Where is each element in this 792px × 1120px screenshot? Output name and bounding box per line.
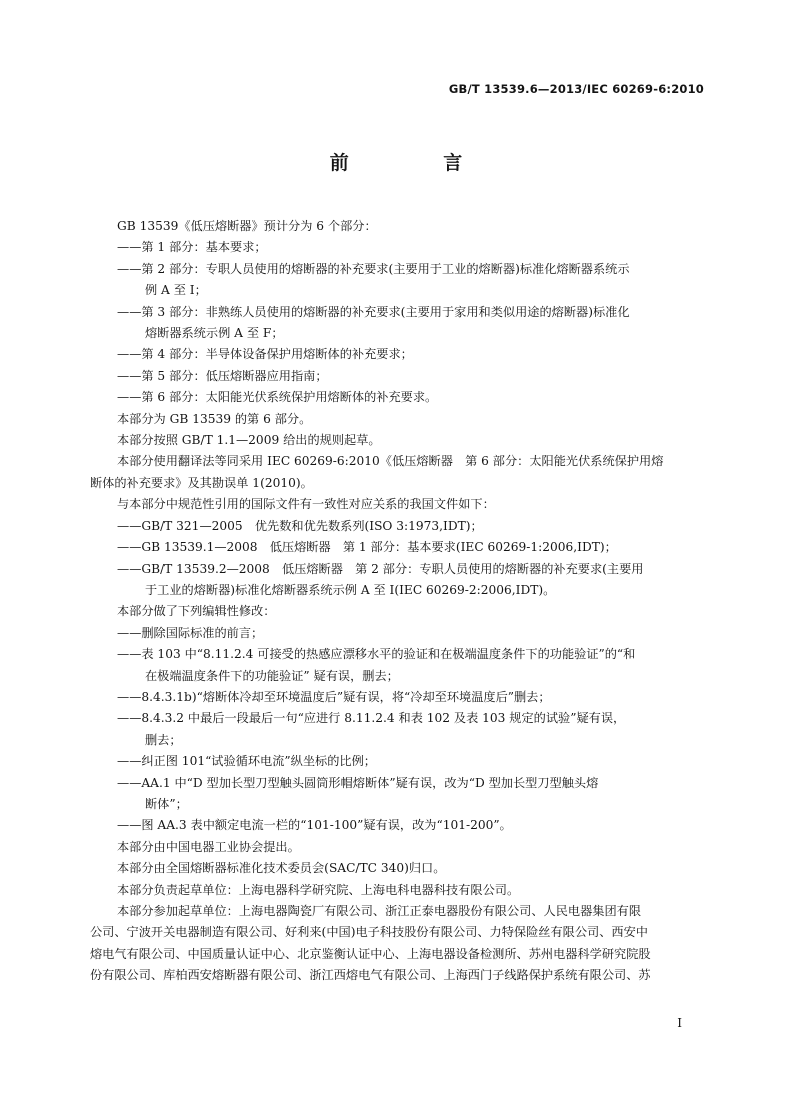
paragraph-line: ——第 5 部分：低压熔断器应用指南； <box>117 368 328 383</box>
paragraph-line: 本部分由全国熔断器标准化技术委员会(SAC/TC 340)归口。 <box>117 861 446 876</box>
paragraph-line: ——GB/T 321—2005 优先数和优先数系列(ISO 3:1973,IDT)； <box>117 518 483 533</box>
paragraph-line: 熔断器系统示例 A 至 F； <box>145 326 284 341</box>
paragraph-line: ——第 6 部分：太阳能光伏系统保护用熔断体的补充要求。 <box>117 390 438 405</box>
paragraph-line: ——表 103 中“8.11.2.4 可接受的热感应漂移水平的验证和在极端温度条件下的功能验证”的“和 <box>117 647 636 662</box>
paragraph-line: 断体的补充要求》及其勘误单 1(2010)。 <box>90 475 313 490</box>
paragraph-line: 例 A 至 I； <box>145 283 207 298</box>
paragraph-line: 本部分负责起草单位：上海电器科学研究院、上海电科电器科技有限公司。 <box>117 882 520 897</box>
paragraph-line: 在极端温度条件下的功能验证” 疑有误，删去； <box>145 668 399 683</box>
paragraph-line: ——GB/T 13539.2—2008 低压熔断器 第 2 部分：专职人员使用的熔断器的补充要求(主要用 <box>117 561 644 576</box>
paragraph-line: 本部分为 GB 13539 的第 6 部分。 <box>117 411 312 426</box>
document-body <box>90 216 702 987</box>
standard-code-header: GB/T 13539.6—2013/IEC 60269-6:2010 <box>448 82 704 96</box>
paragraph-line: 公司、宁波开关电器制造有限公司、好利来(中国)电子科技股份有限公司、力特保险丝有限公司、西安中 <box>90 925 648 940</box>
paragraph-line: 本部分按照 GB/T 1.1—2009 给出的规则起草。 <box>117 433 381 448</box>
paragraph-line: ——GB 13539.1—2008 低压熔断器 第 1 部分：基本要求(IEC 60269-1:2006,IDT)； <box>117 540 617 555</box>
paragraph-line: 本部分由中国电器工业协会提出。 <box>117 839 300 854</box>
paragraph-line: ——第 3 部分：非熟练人员使用的熔断器的补充要求(主要用于家用和类似用途的熔断器)标准化 <box>117 304 630 319</box>
paragraph-line: 删去； <box>145 732 182 747</box>
paragraph-line: 断体”； <box>145 796 188 811</box>
paragraph-line: 本部分做了下列编辑性修改： <box>117 604 276 619</box>
paragraph-line: 熔电气有限公司、中国质量认证中心、北京鉴衡认证中心、上海电器设备检测所、苏州电器科学研究院股 <box>90 946 651 961</box>
paragraph-line: ——8.4.3.2 中最后一段最后一句“应进行 8.11.2.4 和表 102 及表 103 规定的试验”疑有误， <box>117 711 626 726</box>
paragraph-line: ——删除国际标准的前言； <box>117 625 264 640</box>
paragraph-line: ——第 2 部分：专职人员使用的熔断器的补充要求(主要用于工业的熔断器)标准化熔断器系统示 <box>117 261 630 276</box>
paragraph-line: ——8.4.3.1b)“熔断体冷却至环境温度后”疑有误，将“冷却至环境温度后”删去； <box>117 689 551 704</box>
page-number: I <box>677 1016 682 1030</box>
paragraph-line: 与本部分中规范性引用的国际文件有一致性对应关系的我国文件如下： <box>117 497 495 512</box>
paragraph-line: 本部分参加起草单位：上海电器陶瓷厂有限公司、浙江正泰电器股份有限公司、人民电器集团有限 <box>117 904 642 918</box>
paragraph-line: 于工业的熔断器)标准化熔断器系统示例 A 至 I(IEC 60269-2:2006,IDT)。 <box>145 582 556 597</box>
paragraph-line: 本部分使用翻译法等同采用 IEC 60269-6:2010《低压熔断器 第 6 部分：太阳能光伏系统保护用熔 <box>117 454 664 469</box>
paragraph-line: GB 13539《低压熔断器》预计分为 6 个部分： <box>117 219 377 233</box>
paragraph-line: 份有限公司、库柏西安熔断器有限公司、浙江西熔电气有限公司、上海西门子线路保护系统有限公司、苏 <box>90 968 651 983</box>
paragraph-line: ——第 4 部分：半导体设备保护用熔断体的补充要求； <box>117 347 413 362</box>
paragraph-line: ——图 AA.3 表中额定电流一栏的“101-100”疑有误，改为“101-200”。 <box>117 818 512 833</box>
paragraph-line: ——第 1 部分：基本要求； <box>117 240 267 255</box>
page-title: 前 言 <box>329 152 507 174</box>
paragraph-line: ——AA.1 中“D 型加长型刀型触头圆筒形帽熔断体”疑有误，改为“D 型加长型刀型触头熔 <box>117 775 599 790</box>
paragraph-line: ——纠正图 101“试验循环电流”纵坐标的比例； <box>117 754 376 769</box>
